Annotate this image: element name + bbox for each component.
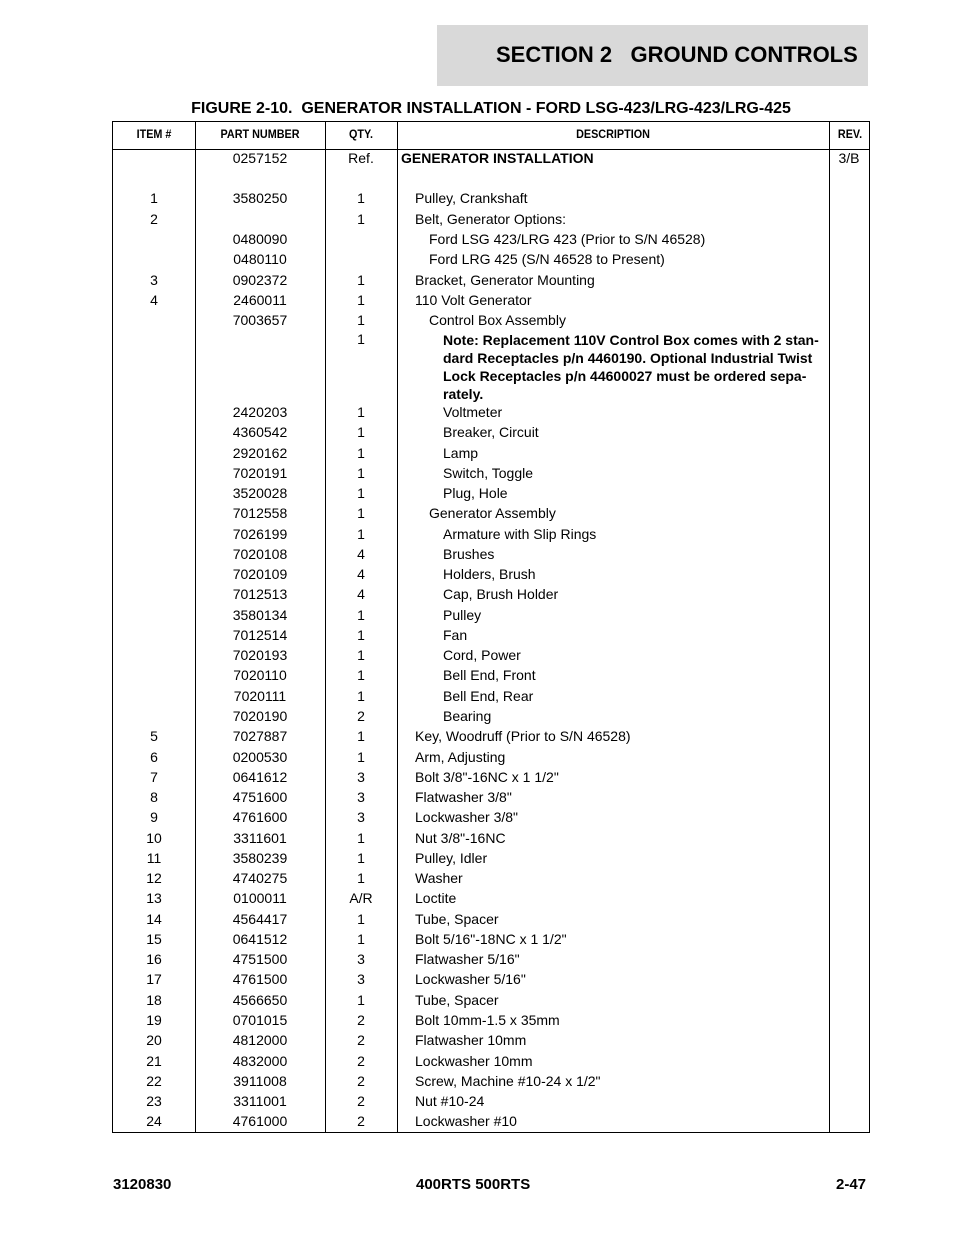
cell-qty: 1 — [357, 688, 365, 704]
cell-description: Switch, Toggle — [443, 465, 534, 481]
cell-part-number: 7026199 — [232, 526, 288, 542]
footer-model: 400RTS 500RTS — [416, 1176, 531, 1193]
cell-part-number: 4360542 — [232, 424, 288, 440]
cell-qty: 3 — [357, 971, 365, 987]
cell-qty: 1 — [357, 667, 365, 683]
cell-description: Lockwasher 3/8" — [415, 809, 519, 825]
cell-part-number: 4751500 — [232, 951, 288, 967]
cell-description: Flatwasher 10mm — [415, 1032, 527, 1048]
cell-description: Ford LSG 423/LRG 423 (Prior to S/N 46528) — [429, 231, 706, 247]
cell-description: Tube, Spacer — [415, 992, 499, 1008]
cell-qty: 3 — [357, 769, 365, 785]
cell-part-number: 0257152 — [232, 150, 288, 166]
cell-part-number: 7012513 — [232, 586, 288, 602]
cell-part-number: 7020109 — [232, 566, 288, 582]
cell-qty: 1 — [357, 465, 365, 481]
cell-part-number: 4740275 — [232, 870, 288, 886]
cell-qty: 1 — [357, 627, 365, 643]
cell-qty: 4 — [357, 586, 365, 602]
cell-description: Brushes — [443, 546, 495, 562]
cell-description: Bolt 5/16"-18NC x 1 1/2" — [415, 931, 567, 947]
cell-qty: 1 — [357, 211, 365, 227]
cell-qty: 2 — [357, 1032, 365, 1048]
cell-item: 6 — [150, 749, 158, 765]
cell-description: Control Box Assembly — [429, 312, 566, 328]
cell-qty: 1 — [357, 526, 365, 542]
cell-description: Bolt 10mm-1.5 x 35mm — [415, 1012, 560, 1028]
cell-qty: 1 — [357, 931, 365, 947]
cell-item: 16 — [146, 951, 162, 967]
cell-qty: 2 — [357, 1012, 365, 1028]
cell-qty: 1 — [357, 911, 365, 927]
cell-part-number: 7020110 — [233, 667, 287, 683]
cell-part-number: 7027887 — [232, 728, 288, 744]
cell-part-number: 7012558 — [232, 505, 288, 521]
cell-qty: 2 — [357, 708, 365, 724]
cell-description: Lamp — [443, 445, 479, 461]
footer-page-number: 2-47 — [836, 1176, 867, 1193]
cell-part-number: 7020191 — [232, 465, 288, 481]
cell-part-number: 0480110 — [233, 251, 287, 267]
cell-qty: 1 — [357, 830, 365, 846]
cell-part-number: 2460011 — [233, 292, 287, 308]
cell-part-number: 0200530 — [232, 749, 288, 765]
cell-part-number: 7020108 — [232, 546, 288, 562]
cell-item: 5 — [150, 728, 158, 744]
cell-qty: 1 — [357, 445, 365, 461]
cell-part-number: 7012514 — [232, 627, 288, 643]
cell-part-number: 4832000 — [232, 1053, 288, 1069]
cell-qty: 2 — [357, 1053, 365, 1069]
cell-part-number: 0701015 — [232, 1012, 288, 1028]
cell-description: Key, Woodruff (Prior to S/N 46528) — [415, 728, 631, 744]
footer-document-number: 3120830 — [113, 1176, 172, 1193]
cell-qty: 1 — [357, 292, 365, 308]
cell-qty: 1 — [357, 404, 365, 420]
cell-description: Bell End, Front — [443, 667, 536, 683]
cell-description: Holders, Brush — [443, 566, 536, 582]
cell-description: Lockwasher #10 — [415, 1113, 517, 1129]
cell-description: Flatwasher 3/8" — [415, 789, 512, 805]
parts-table — [112, 121, 870, 1133]
cell-item: 20 — [146, 1032, 162, 1048]
cell-description: Belt, Generator Options: — [415, 211, 566, 227]
header-qty: QTY. — [348, 127, 373, 141]
cell-part-number: 2420203 — [232, 404, 288, 420]
cell-qty: 1 — [357, 424, 365, 440]
cell-qty: 1 — [357, 728, 365, 744]
cell-description: Arm, Adjusting — [415, 749, 506, 765]
cell-part-number: 7020190 — [232, 708, 288, 724]
cell-description: Loctite — [415, 890, 457, 906]
section-title: SECTION 2 GROUND CONTROLS — [496, 42, 858, 67]
cell-part-number: 3911008 — [233, 1073, 287, 1089]
cell-part-number: 3580239 — [232, 850, 288, 866]
cell-part-number: 0641612 — [232, 769, 288, 785]
cell-item: 3 — [150, 272, 158, 288]
cell-qty: 1 — [357, 485, 365, 501]
cell-description: Note: Replacement 110V Control Box comes with 2 stan- dard Receptacles p/n 4460190. Optional Industrial Twist Lock Receptacles p/n 44600027 must be ordered sepa- rately. — [443, 332, 819, 402]
cell-part-number: 0902372 — [232, 272, 288, 288]
cell-description: Generator Assembly — [429, 505, 556, 521]
cell-description: Pulley, Crankshaft — [415, 190, 528, 206]
cell-qty: 4 — [357, 546, 365, 562]
cell-part-number: 4751600 — [232, 789, 288, 805]
cell-qty: 3 — [357, 809, 365, 825]
cell-part-number: 3520028 — [232, 485, 288, 501]
cell-qty: 4 — [357, 566, 365, 582]
cell-part-number: 3311601 — [233, 830, 287, 846]
cell-item: 24 — [146, 1113, 162, 1129]
cell-part-number: 4812000 — [232, 1032, 288, 1048]
cell-description: Voltmeter — [443, 404, 503, 420]
cell-qty: 2 — [357, 1113, 365, 1129]
cell-part-number: 3580250 — [232, 190, 288, 206]
cell-part-number: 7003657 — [232, 312, 288, 328]
cell-item: 19 — [146, 1012, 162, 1028]
cell-part-number: 0480090 — [232, 231, 288, 247]
cell-item: 4 — [150, 292, 158, 308]
cell-item: 15 — [146, 931, 162, 947]
header-part-number: PART NUMBER — [220, 127, 300, 141]
cell-qty: 2 — [357, 1093, 365, 1109]
cell-qty: 1 — [357, 505, 365, 521]
cell-part-number: 0641512 — [232, 931, 288, 947]
cell-qty: 1 — [357, 312, 365, 328]
cell-item: 2 — [150, 211, 158, 227]
cell-qty: 1 — [357, 850, 365, 866]
cell-item: 13 — [146, 890, 162, 906]
cell-item: 23 — [146, 1093, 162, 1109]
cell-part-number: 4761600 — [232, 809, 288, 825]
cell-part-number: 7020193 — [232, 647, 288, 663]
cell-description: Nut 3/8"-16NC — [415, 830, 506, 846]
cell-item: 11 — [146, 850, 162, 866]
cell-item: 21 — [146, 1053, 162, 1069]
cell-qty: 3 — [357, 951, 365, 967]
cell-item: 1 — [150, 190, 158, 206]
cell-part-number: 4566650 — [232, 992, 288, 1008]
cell-part-number: 7020111 — [233, 688, 287, 704]
cell-description: Lockwasher 10mm — [415, 1053, 533, 1069]
column-divider — [829, 122, 830, 1132]
cell-item: 8 — [150, 789, 158, 805]
cell-qty: A/R — [349, 890, 373, 906]
header-description: DESCRIPTION — [576, 127, 650, 141]
cell-item: 12 — [146, 870, 162, 886]
cell-qty: 1 — [357, 272, 365, 288]
cell-description: Flatwasher 5/16" — [415, 951, 520, 967]
cell-item: 18 — [146, 992, 162, 1008]
cell-description: Ford LRG 425 (S/N 46528 to Present) — [429, 251, 665, 267]
cell-part-number: 4761000 — [232, 1113, 288, 1129]
figure-title: FIGURE 2-10. GENERATOR INSTALLATION - FORD LSG-423/LRG-423/LRG-425 — [191, 100, 791, 117]
cell-description: Cord, Power — [443, 647, 521, 663]
cell-qty: 1 — [357, 647, 365, 663]
cell-description: Washer — [415, 870, 463, 886]
cell-part-number: 3580134 — [232, 607, 288, 623]
column-divider — [397, 122, 398, 1132]
cell-description: Breaker, Circuit — [443, 424, 539, 440]
cell-part-number: 4564417 — [232, 911, 288, 927]
cell-description: Bell End, Rear — [443, 688, 534, 704]
cell-qty: 1 — [357, 607, 365, 623]
cell-qty: 1 — [357, 992, 365, 1008]
cell-item: 14 — [146, 911, 162, 927]
cell-description: Screw, Machine #10-24 x 1/2" — [415, 1073, 601, 1089]
cell-qty: 1 — [357, 331, 365, 347]
cell-qty: 1 — [357, 190, 365, 206]
cell-item: 7 — [150, 769, 158, 785]
cell-description: Bearing — [443, 708, 492, 724]
cell-rev: 3/B — [838, 150, 860, 166]
cell-part-number: 4761500 — [232, 971, 288, 987]
cell-description: 110 Volt Generator — [415, 292, 532, 308]
cell-item: 9 — [150, 809, 158, 825]
cell-item: 10 — [146, 830, 162, 846]
cell-description: Tube, Spacer — [415, 911, 499, 927]
cell-part-number: 0100011 — [233, 890, 287, 906]
cell-description: Fan — [443, 627, 468, 643]
cell-qty: Ref. — [348, 150, 374, 166]
header-rev: REV. — [837, 127, 863, 141]
cell-description: Bolt 3/8"-16NC x 1 1/2" — [415, 769, 559, 785]
cell-description: Nut #10-24 — [415, 1093, 485, 1109]
cell-description: Armature with Slip Rings — [443, 526, 597, 542]
cell-description: GENERATOR INSTALLATION — [401, 150, 594, 166]
cell-description: Bracket, Generator Mounting — [415, 272, 595, 288]
cell-description: Lockwasher 5/16" — [415, 971, 526, 987]
cell-qty: 3 — [357, 789, 365, 805]
cell-qty: 2 — [357, 1073, 365, 1089]
cell-description: Plug, Hole — [443, 485, 508, 501]
header-item: ITEM # — [136, 127, 172, 141]
cell-qty: 1 — [357, 749, 365, 765]
cell-description: Cap, Brush Holder — [443, 586, 559, 602]
cell-description: Pulley — [443, 607, 482, 623]
cell-description: Pulley, Idler — [415, 850, 488, 866]
cell-item: 22 — [146, 1073, 162, 1089]
cell-part-number: 2920162 — [232, 445, 288, 461]
cell-item: 17 — [146, 971, 162, 987]
cell-qty: 1 — [357, 870, 365, 886]
cell-part-number: 3311001 — [233, 1093, 287, 1109]
